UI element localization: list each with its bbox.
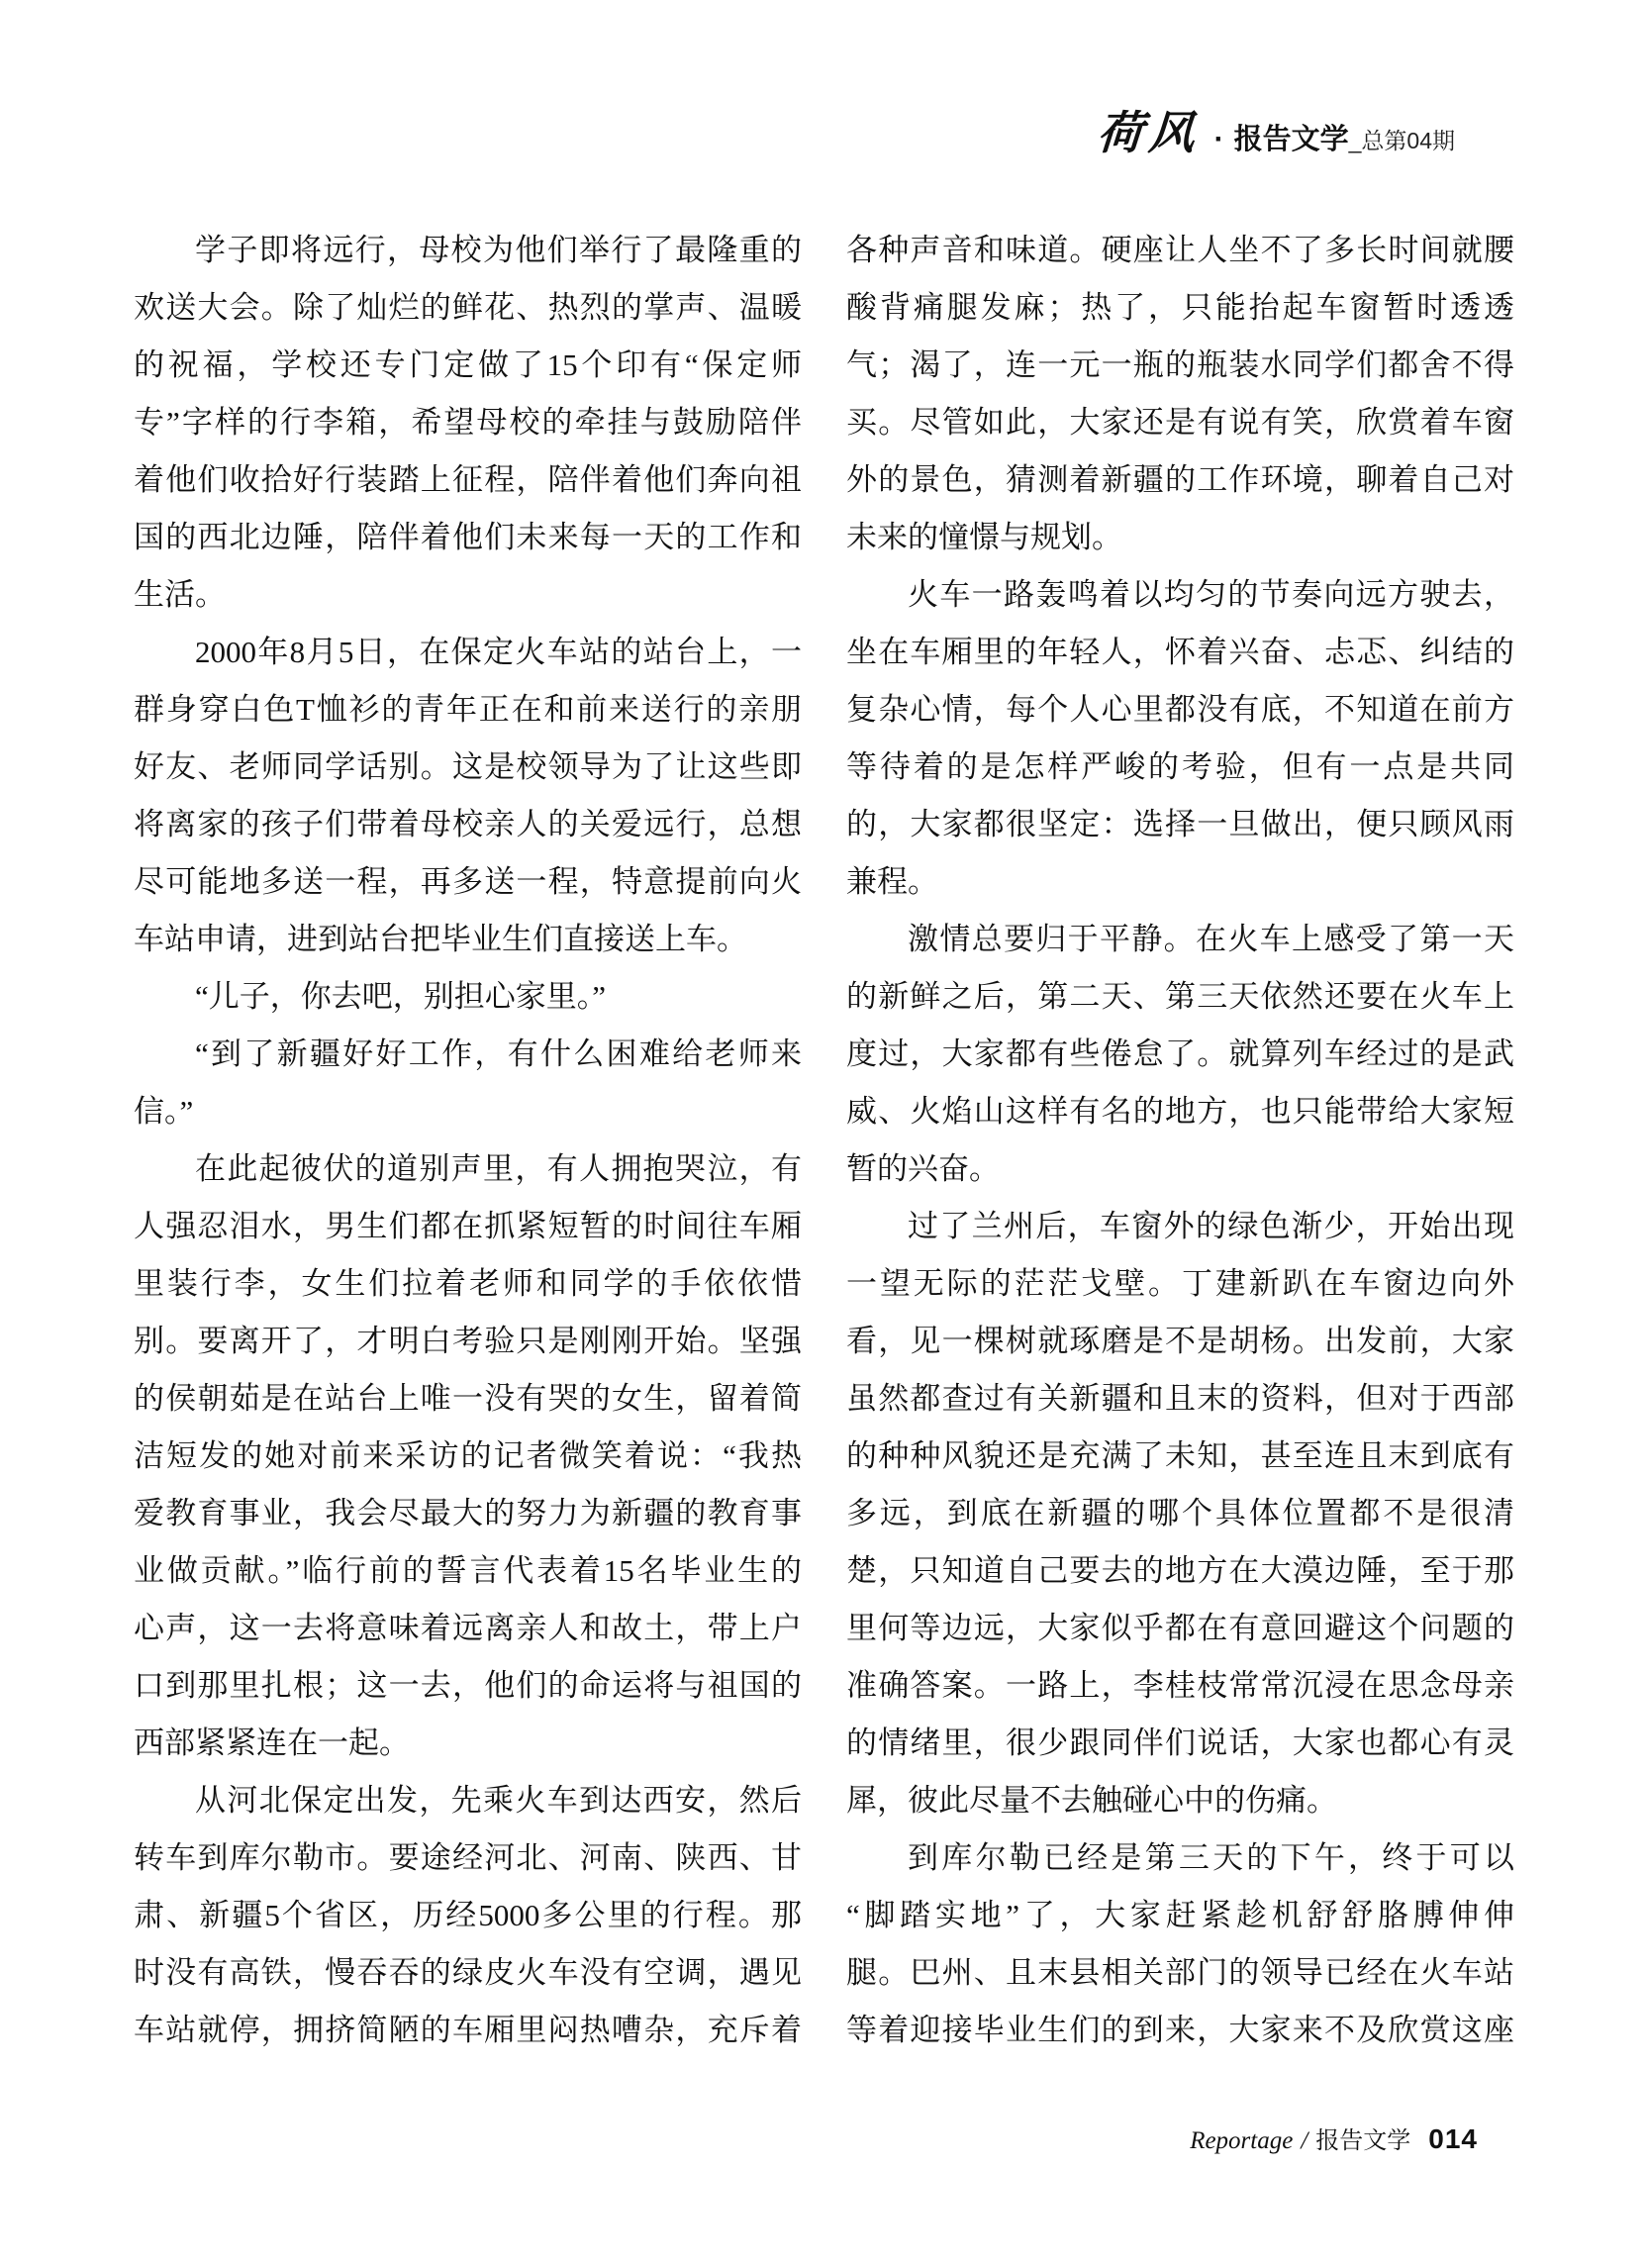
text-line: 从河北保定出发，先乘火车到达西安，然后 (195, 1783, 802, 1818)
footer-journal-cn: 报告文学 (1315, 2127, 1411, 2154)
text-column-left (134, 222, 802, 2059)
text-line: 在此起彼伏的道别声里，有人拥抱哭泣，有 (195, 1151, 802, 1186)
text-line: 口到那里扎根；这一去，他们的命运将与祖国的 (134, 1668, 802, 1703)
text-line: 过了兰州后，车窗外的绿色渐少，开始出现 (908, 1209, 1514, 1243)
text-line: 的情绪里，很少跟同伴们说话，大家也都心有灵 (846, 1726, 1514, 1760)
text-line: 将离家的孩子们带着母校亲人的关爱远行，总想 (134, 807, 802, 841)
footer-page-number: 014 (1428, 2123, 1478, 2154)
text-line: 楚，只知道自己要去的地方在大漠边陲，至于那 (846, 1553, 1514, 1588)
text-line: 专”字样的行李箱，希望母校的牵挂与鼓励陪伴 (134, 405, 802, 440)
header-issue-number: _总第04期 (1348, 128, 1455, 153)
text-line: 国的西北边陲，陪伴着他们未来每一天的工作和 (134, 520, 802, 554)
text-line: 准确答案。一路上，李桂枝常常沉浸在思念母亲 (846, 1668, 1514, 1703)
text-line: “脚踏实地”了，大家赶紧趁机舒舒胳膊伸伸 (846, 1898, 1514, 1932)
text-line: 等待着的是怎样严峻的考验，但有一点是共同 (846, 749, 1514, 784)
text-line: 学子即将远行，母校为他们举行了最隆重的 (195, 233, 802, 267)
text-line: 心声，这一去将意味着远离亲人和故土，带上户 (134, 1611, 802, 1645)
text-line: 的祝福，学校还专门定做了15个印有“保定师 (134, 347, 802, 382)
text-line: 爱教育事业，我会尽最大的努力为新疆的教育事 (134, 1496, 802, 1530)
text-line: 人强忍泪水，男生们都在抓紧短暂的时间往车厢 (134, 1209, 802, 1243)
text-line: 的，大家都很坚定：选择一旦做出，便只顾风雨 (846, 807, 1514, 841)
text-line: 着他们收拾好行装踏上征程，陪伴着他们奔向祖 (134, 462, 802, 497)
text-line: 坐在车厢里的年轻人，怀着兴奋、忐忑、纠结的 (846, 635, 1514, 669)
text-line: 买。尽管如此，大家还是有说有笑，欣赏着车窗 (846, 405, 1514, 440)
page-footer (1190, 2120, 1478, 2155)
text-line: 度过，大家都有些倦怠了。就算列车经过的是武 (846, 1036, 1514, 1071)
text-line: 转车到库尔勒市。要途经河北、河南、陕西、甘 (134, 1840, 802, 1875)
text-line: 多远，到底在新疆的哪个具体位置都不是很清 (846, 1496, 1514, 1530)
text-line: 的新鲜之后，第二天、第三天依然还要在火车上 (846, 979, 1514, 1014)
text-line: 激情总要归于平静。在火车上感受了第一天 (908, 922, 1514, 956)
brand-logo-script: 荷风 (1095, 108, 1203, 158)
text-line: 2000年8月5日，在保定火车站的站台上，一 (195, 635, 802, 669)
text-line: 的侯朝茹是在站台上唯一没有哭的女生，留着简 (134, 1381, 802, 1416)
article-body (134, 222, 1514, 2059)
text-line: “儿子，你去吧，别担心家里。” (195, 979, 607, 1014)
text-line: 里何等边远，大家似乎都在有意回避这个问题的 (846, 1611, 1514, 1645)
text-line: 洁短发的她对前来采访的记者微笑着说：“我热 (134, 1438, 802, 1473)
text-line: 威、火焰山这样有名的地方，也只能带给大家短 (846, 1094, 1514, 1129)
text-line: “到了新疆好好工作，有什么困难给老师来 (195, 1036, 802, 1071)
text-line: 西部紧紧连在一起。 (134, 1726, 410, 1760)
text-line: 生活。 (134, 577, 226, 612)
text-line: 别。要离开了，才明白考验只是刚刚开始。坚强 (134, 1324, 802, 1358)
text-line: 外的景色，猜测着新疆的工作环境，聊着自己对 (846, 462, 1514, 497)
text-line: 业做贡献。”临行前的誓言代表着15名毕业生的 (134, 1553, 802, 1588)
text-line: 信。” (134, 1094, 194, 1129)
text-line: 尽可能地多送一程，再多送一程，特意提前向火 (134, 864, 802, 899)
text-line: 一望无际的茫茫戈壁。丁建新趴在车窗边向外 (846, 1266, 1514, 1301)
text-line: 各种声音和味道。硬座让人坐不了多长时间就腰 (846, 233, 1514, 267)
header-section-title: 报告文学 (1233, 124, 1349, 155)
text-line: 复杂心情，每个人心里都没有底，不知道在前方 (846, 692, 1514, 727)
page-header (1095, 97, 1455, 162)
text-line: 车站申请，进到站台把毕业生们直接送上车。 (134, 922, 747, 956)
text-line: 时没有高铁，慢吞吞的绿皮火车没有空调，遇见 (134, 1955, 802, 1990)
text-line: 犀，彼此尽量不去触碰心中的伤痛。 (846, 1783, 1337, 1818)
text-line: 车站就停，拥挤简陋的车厢里闷热嘈杂，充斥着 (134, 2013, 802, 2047)
text-line: 里装行李，女生们拉着老师和同学的手依依惜 (134, 1266, 802, 1301)
text-line: 的种种风貌还是充满了未知，甚至连且末到底有 (846, 1438, 1514, 1473)
text-column-right (846, 222, 1514, 2059)
footer-journal-en: Reportage (1190, 2127, 1294, 2154)
text-line: 未来的憧憬与规划。 (846, 520, 1122, 554)
text-line: 火车一路轰鸣着以均匀的节奏向远方驶去， (908, 577, 1514, 612)
footer-slash-separator: / (1301, 2127, 1308, 2154)
text-line: 欢送大会。除了灿烂的鲜花、热烈的掌声、温暖 (134, 290, 802, 325)
text-line: 看，见一棵树就琢磨是不是胡杨。出发前，大家 (846, 1324, 1514, 1358)
text-line: 等着迎接毕业生们的到来，大家来不及欣赏这座 (846, 2013, 1514, 2047)
text-line: 兼程。 (846, 864, 938, 899)
text-line: 群身穿白色T恤衫的青年正在和前来送行的亲朋 (134, 692, 802, 727)
text-line: 好友、老师同学话别。这是校领导为了让这些即 (134, 749, 802, 784)
text-line: 虽然都查过有关新疆和且末的资料，但对于西部 (846, 1381, 1514, 1416)
text-line: 酸背痛腿发麻；热了，只能抬起车窗暂时透透 (846, 290, 1514, 325)
text-line: 气；渴了，连一元一瓶的瓶装水同学们都舍不得 (846, 347, 1514, 382)
text-line: 到库尔勒已经是第三天的下午，终于可以 (908, 1840, 1514, 1875)
text-line: 暂的兴奋。 (846, 1151, 1000, 1186)
text-line: 腿。巴州、且末县相关部门的领导已经在火车站 (846, 1955, 1514, 1990)
header-dot-separator: · (1213, 123, 1224, 155)
text-line: 肃、新疆5个省区，历经5000多公里的行程。那 (134, 1898, 802, 1932)
